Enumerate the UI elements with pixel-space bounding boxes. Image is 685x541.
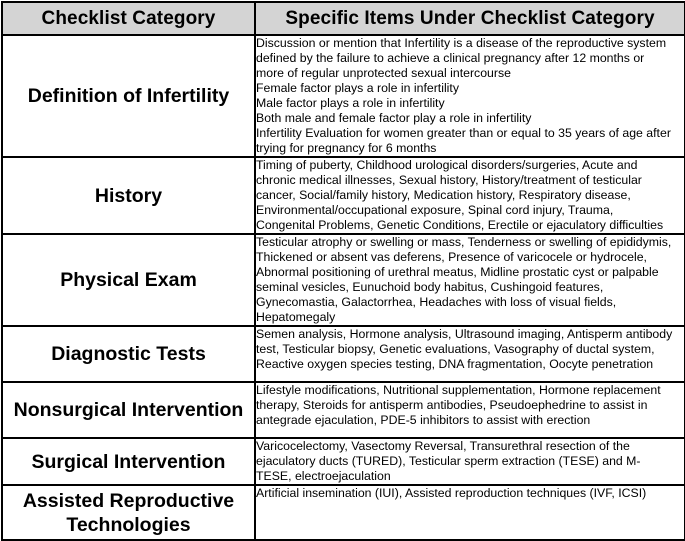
item-line: Artificial insemination (IUI), Assisted reproduction techniques (IVF, ICSI) [256, 486, 647, 500]
item-line: antegrade ejaculation, PDE-5 inhibitors to assist with erection [256, 413, 591, 427]
item-line: Hepatomegaly [256, 310, 336, 324]
items-cell [255, 157, 685, 234]
item-line: more of regular unprotected sexual intercourse [256, 66, 511, 80]
category-cell [2, 382, 255, 438]
item-line: ejaculatory ducts (TURED), Testicular sperm extraction (TESE) and M- [256, 454, 641, 468]
category-cell [2, 157, 255, 234]
table-row [2, 382, 685, 438]
category-cell [2, 326, 255, 382]
header-row [2, 2, 685, 35]
item-line: Varicocelectomy, Vasectomy Reversal, Transurethral resection of the [256, 439, 630, 453]
items-cell [255, 234, 685, 326]
item-line: TESE, electroejaculation [256, 469, 391, 483]
item-line: Reactive oxygen species testing, DNA fragmentation, Oocyte penetration [256, 357, 654, 371]
items-cell [255, 35, 685, 157]
item-line: Semen analysis, Hormone analysis, Ultrasound imaging, Antisperm antibody [256, 327, 673, 341]
item-line: Environmental/occupational exposure, Spinal cord injury, Trauma, [256, 203, 614, 217]
item-line: Discussion or mention that Infertility is a disease of the reproductive system [256, 36, 667, 50]
item-line: Gynecomastia, Galactorrhea, Headaches with loss of visual fields, [256, 295, 617, 309]
item-line: Female factor plays a role in infertility [256, 81, 459, 95]
items-cell [255, 438, 685, 485]
item-line: Timing of puberty, Childhood urological disorders/surgeries, Acute and [256, 158, 638, 172]
item-line: seminal vesicles, Eunuchoid body habitus, Cushingoid features, [256, 280, 604, 294]
category-cell [2, 438, 255, 485]
category-cell [2, 485, 255, 540]
table-row [2, 35, 685, 157]
item-line: Both male and female factor play a role in infertility [256, 111, 532, 125]
table-row [2, 438, 685, 485]
item-line: defined by the failure to achieve a clinical pregnancy after 12 months or [256, 51, 645, 65]
item-line: therapy, Steroids for antisperm antibodies, Pseudoephedrine to assist in [256, 398, 648, 412]
category-cell [2, 35, 255, 157]
category-label: History [94, 184, 163, 207]
item-line: Infertility Evaluation for women greater than or equal to 35 years of age after [256, 126, 671, 140]
category-cell [2, 234, 255, 326]
item-line: cancer, Social/family history, Medication history, Respiratory disease, [256, 188, 631, 202]
item-line: Thickened or absent vas deferens, Presence of varicocele or hydrocele, [256, 250, 647, 264]
table-row [2, 485, 685, 540]
items-cell [255, 382, 685, 438]
category-label: Technologies [66, 513, 191, 536]
item-line: chronic medical illnesses, Sexual history, History/treatment of testicular [256, 173, 642, 187]
category-label: Diagnostic Tests [51, 343, 206, 365]
item-line: Lifestyle modifications, Nutritional supplementation, Hormone replacement [256, 383, 661, 397]
category-label: Surgical Intervention [31, 450, 226, 473]
header-specific-items: Specific Items Under Checklist Category [255, 2, 685, 35]
category-label: Nonsurgical Intervention [13, 399, 244, 421]
category-label: Assisted Reproductive [22, 489, 235, 512]
category-label: Physical Exam [60, 269, 197, 291]
item-line: Male factor plays a role in infertility [256, 96, 445, 110]
item-line: Congenital Problems, Genetic Conditions, Erectile or ejaculatory difficulties [256, 218, 664, 232]
items-cell [255, 485, 685, 540]
items-cell [255, 326, 685, 382]
header-checklist-category: Checklist Category [2, 2, 255, 35]
checklist-table [1, 1, 685, 541]
item-line: Abnormal positioning of urethral meatus, Midline prostatic cyst or palpable [256, 265, 659, 279]
table-row [2, 326, 685, 382]
category-label: Definition of Infertility [27, 85, 230, 107]
table-row [2, 157, 685, 234]
table-row [2, 234, 685, 326]
item-line: Testicular atrophy or swelling or mass, Tenderness or swelling of epididymis, [256, 235, 672, 249]
item-line: trying for pregnancy for 6 months [256, 141, 437, 155]
item-line: test, Testicular biopsy, Genetic evaluations, Vasography of ductal system, [256, 342, 655, 356]
